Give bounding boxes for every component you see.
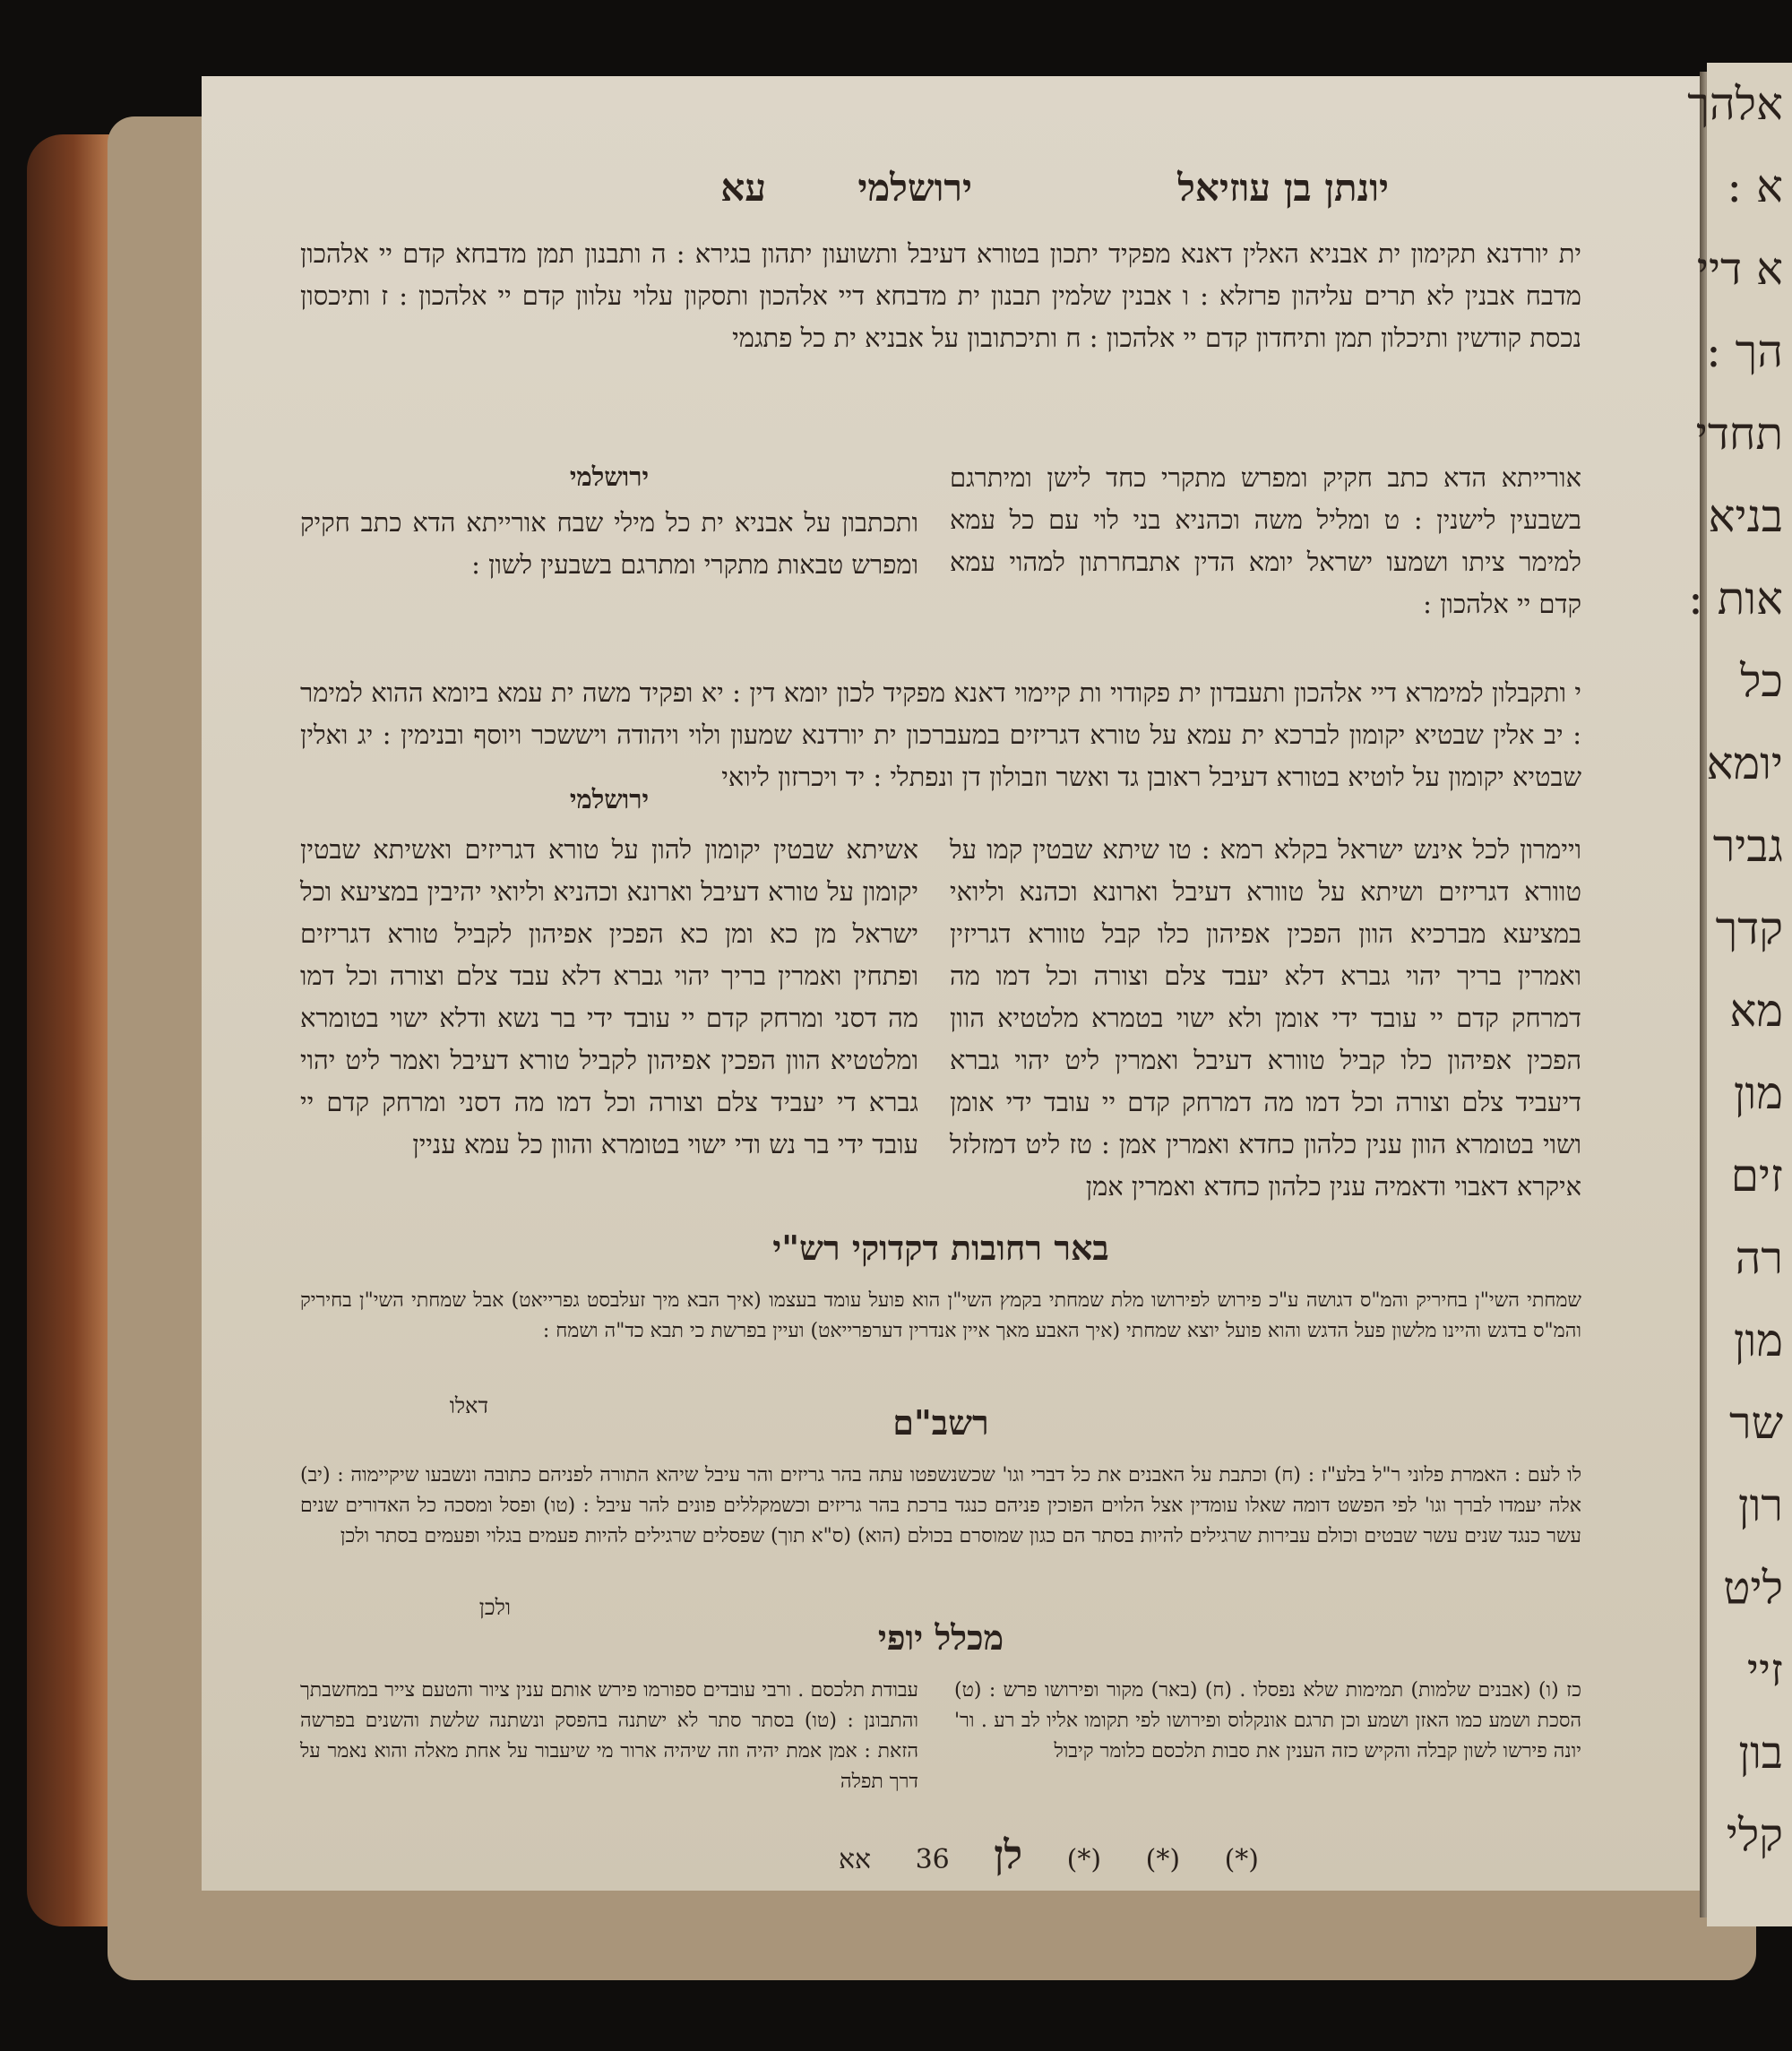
targum-top-text: ית יורדנא תקימון ית אבניא האלין דאנא מפקיד יתכון בטורא דעיבל ותשועון יתהון בגירא : ה ותבנון תמן מדבחא קדם יי אלהכון מדבח אבנין לא תרים עליהון פרזלא : ו אבנין שלמין תבנון ית מדבחא דיי אלהכון ותסקון עלוי עלוון קדם יי אלהכון : ז ותיכסון נכסת קודשין ותיכלון תמן ותיחדון קדם יי אלהכון : ח ותיכתובון על אבניא ית כל פתגמי [300, 238, 1581, 353]
michlal-yofi-left-col [300, 1676, 918, 1828]
rashbam-text: לו לעם : האמרת פלוני ר"ל בלע"ז : (ח) וכתבת על האבנים את כל דברי וגו' שכשנשפטו עתה בהר גריזים והר עיבל שיהא התורה לפניהם כתובה ונשבעו שיקיימוה : (יב) אלה יעמדו לברך וגו' לפי הפשט דומה שאלו עומדין אצל הלוים הפוכין פניהם כנגד ברכת בהר גריזים וכשמקללים פונים להר עיבל : (טו) ופסל ומסכה כל האדורים שנים עשר כנגד שנים עשר שבטים וכולם עבירות שרגילים להיות בסתר הם כגון שמוסרם בכולם (הוא) (ס"א תוך) שפסלים שרגילים להיות פעמים בגלוי ופעמים בסתר ולכן [300, 1464, 1581, 1547]
michlal-yofi-left-text: עבודת תלכסם . ורבי עובדים ספורמו פירש אותם ענין ציור והטעם צייר במחשבתך והתבונן : (טו) בסתר סתר לא ישתנה בהפסק ונשתנה שלשת והשנים בפרשה הזאת : אמן אמת יהיה וזה שיהיה ארור מי שיעבור על אחת מאלה והוא נאמר על דרך תפלה [300, 1679, 918, 1793]
beer-rechovot-text: שמחתי השי"ן בחיריק והמ"ס דגושה ע"כ פירוש לפירושו מלת שמחתי בקמץ השי"ן הוא פועל עומד בעצמו (איך הבא מיך זעלבסט גפרייאט) אבל שמחתי השי"ן בחיריק והמ"ס בדגש והיינו מלשון פעל הדגש והוא פועל יוצא שמחתי (איך האבע מאך איין אנדרין דערפרייאט) ועיין בפרשת כי תבא כד"ה ושמח : [300, 1289, 1581, 1342]
footer-mark: (*) [1145, 1844, 1181, 1875]
jerushalmi-label-1: ירושלמי [569, 461, 650, 492]
header-title: יונתן בן עוזיאל [1177, 166, 1389, 210]
targum-right-1 [950, 457, 1581, 672]
right-page-fragment: ליט [1723, 1562, 1783, 1614]
jerushalmi-text-2: אשיתא שבטין יקומון להון על טורא דגריזים ואשיתא שבטין יקומון על טורא דעיבל וארונא וכהניא וליואי יהיבין במציעא וכל ישראל מן כא ומן כא הפכין אפיהון לקביל טורא דגריזים ופתחין ואמרין בריך יהוי גברא דלא עבד צלם וצורה וכל דמו מה דסני ומרחק קדם יי עובד ידי בר נשא ודלא ישוי בטומרא ומלטטיא הוון הפכין אפיהון לקביל טורא דעיבל ואמר ליט יהוי גברא די יעביד צלם וצורה וכל דמו מה דסני ומרחק קדם יי עובד ידי בר נש ודי ישוי בטומרא והוון כל עמא עניין [300, 834, 918, 1159]
right-page-fragment: מון [1733, 1067, 1783, 1119]
rashbam-tail: ולכן [478, 1595, 511, 1620]
page-number: עא [720, 166, 766, 210]
beer-rechovot-text-block [300, 1286, 1581, 1384]
right-page-fragment: כל [1740, 655, 1783, 707]
jerushalmi-block-2 [300, 829, 918, 1250]
right-page-fragment: יומא [1706, 737, 1783, 789]
right-page-fragment: תחדי [1695, 408, 1783, 460]
footer-mark: (*) [1224, 1844, 1259, 1875]
right-page-fragment: מא [1729, 985, 1783, 1037]
beer-rechovot-tail: דאלו [449, 1393, 488, 1418]
footer-mark: לן [994, 1832, 1023, 1878]
footer-mark: אא [839, 1844, 872, 1875]
right-page-edge [1687, 63, 1792, 1926]
footer-mark: 36 [915, 1844, 950, 1875]
right-page-fragment: זים [1730, 1150, 1783, 1202]
section-title-michlal-yofi: מכלל יופי [877, 1617, 1004, 1658]
right-page-fragment: בניא [1708, 490, 1783, 542]
jerushalmi-block-1 [300, 502, 918, 636]
running-header [202, 166, 1707, 220]
footer-marks [273, 1832, 1259, 1878]
jerushalmi-label-2: ירושלמי [569, 784, 650, 814]
rashbam-text-block [300, 1461, 1581, 1595]
header-subtitle: ירושלמי [857, 166, 972, 210]
right-page-fragment: גביר [1712, 820, 1783, 872]
right-page-fragment: אות : [1687, 573, 1783, 625]
targum-right-1-text: אורייתא הדא כתב חקיק ומפרש מתקרי כחד לישן ומיתרגם בשבעין לישנין : ט ומליל משה וכהניא בני לוי עם כל עמא למימר ציתו ושמעו ישראל יומא הדין אתבחרתון למהוי עמא קדם יי אלהכון : [950, 462, 1581, 619]
section-title-rashbam: רשב"ם [892, 1402, 989, 1443]
footer-mark: (*) [1066, 1844, 1102, 1875]
targum-right-2 [950, 829, 1581, 1250]
right-page-fragment: רון [1737, 1479, 1783, 1531]
targum-top [300, 233, 1581, 493]
right-page-fragment: רה [1735, 1232, 1783, 1284]
right-page-fragment: אלהך [1687, 78, 1783, 130]
right-page-fragment: מון [1733, 1314, 1783, 1366]
section-title-beer-rechovot: באר רחובות דקדוקי רש"י [772, 1228, 1109, 1268]
right-page-fragment: שר [1729, 1397, 1783, 1449]
left-page [202, 76, 1707, 1891]
michlal-yofi-right-col [954, 1676, 1581, 1828]
right-page-fragment: קדך [1715, 902, 1783, 954]
right-page-fragment: בון [1738, 1727, 1783, 1779]
michlal-yofi-right-text: כז (ו) (אבנים שלמות) תמימות שלא נפסלו . (ח) (באר) מקור ופירושו פרש : (ט) הסכת ושמע כמו האזן ושמע וכן תרגם אונקלוס ופירושו לפי תקומו אליו לב רע . ור' יונה פירשו לשון קבלה והקיש כזה הענין את סבות תלכסם כלומר קיבול [954, 1679, 1582, 1762]
targum-wide [300, 672, 1581, 851]
right-page-fragment: א דיי [1696, 243, 1783, 295]
right-page-fragment: א : [1727, 160, 1783, 212]
jerushalmi-text-1: ותכתבון על אבניא ית כל מילי שבח אורייתא הדא כתב חקיק ומפרש טבאות מתקרי ומתרגם בשבעין לשון : [300, 507, 918, 580]
targum-wide-text: י ותקבלון למימרא דיי אלהכון ותעבדון ית פקודוי ות קיימוי דאנא מפקיד לכון יומא דין : יא ופקיד משה ית עמא ביומא ההוא למימר : יב אלין שבטיא יקומון לברכא ית עמא על טורא דגריזים במעברכון ית יורדנא שמעון ולוי ויהודה ויששכר ויוסף ובנימין : יג ואלין שבטיא יקומון על לוטיא בטורא דעיבל ראובן גד ואשר וזבולון דן ונפתלי : יד ויכרזון ליואי [300, 677, 1581, 792]
right-page-fragment: הך : [1705, 325, 1783, 377]
right-page-fragment: זיי [1746, 1644, 1783, 1696]
targum-right-2-text: ויימרון לכל אינש ישראל בקלא רמא : טו שיתא שבטין קמו על טוורא דגריזים ושיתא על טוורא דעיבל וארונא וכהנא וליואי במציעא מברכיא הוון הפכין אפיהון כלו קבל טוורא דגריזין ואמרין בריך יהוי גברא דלא יעבד צלם וצורה וכל דמו מה דמרחק קדם יי עובד ידי אומן ולא ישוי בטמרא מלטטיא הוון הפכין אפיהון כלו קביל טוורא דעיבל ואמרין ליט יהוי גברא דיעביד צלם וצורה וכל דמו מה דמרחק קדם יי עובד ידי אומן ושוי בטומרא הוון ענין כלהון כחדא ואמרין אמן : טז ליט דמזלזל איקרא דאבוי ודאמיה ענין כלהון כחדא ואמרין אמן [950, 834, 1581, 1202]
right-page-fragment: קלי [1726, 1809, 1783, 1861]
